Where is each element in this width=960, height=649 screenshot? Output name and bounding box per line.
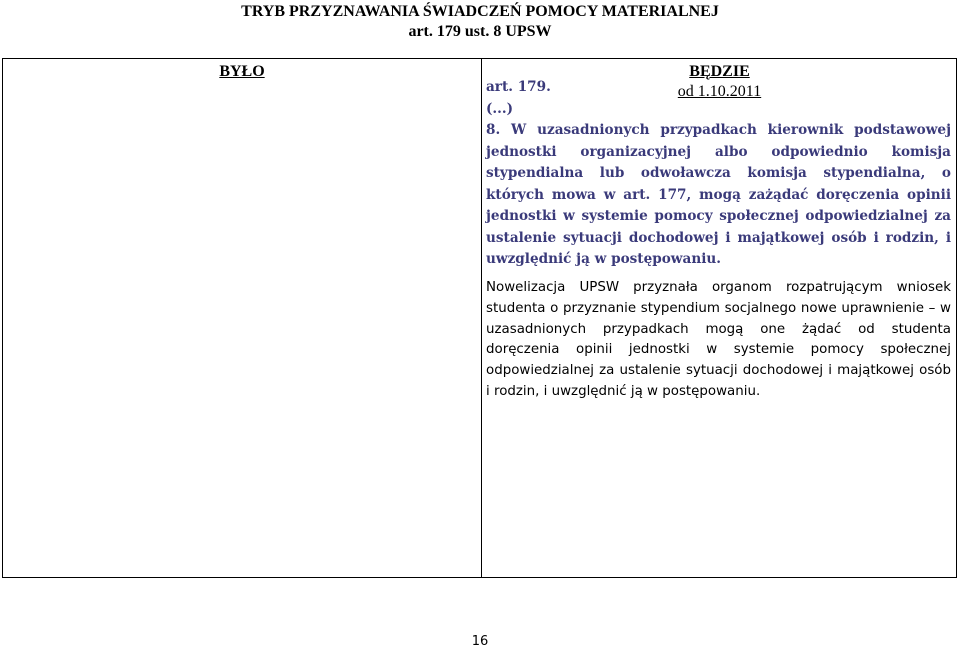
law-paragraph: 8. W uzasadnionych przypadkach kierownik podstawowej jednostki organizacyjnej albo odpowiednio komisja stypendialna lub odwoławcza komisja stypendialna, o których mowa w art. 177, mogą zażądać doręczenia opinii jednostki w systemie pomocy społecznej odpowiedzialnej za ustalenie sytuacji dochodowej i majątkowej osób i rodzin, i uwzględnić ją w postępowaniu. (486, 122, 951, 267)
before-label: BYŁO (219, 63, 265, 80)
before-column-header (3, 62, 481, 82)
after-label: BĘDZIE (689, 63, 750, 80)
omission-marker: (...) (486, 100, 514, 117)
document-header (0, 2, 960, 42)
column-divider (481, 59, 482, 577)
document-title: TRYB PRZYZNAWANIA ŚWIADCZEŃ POMOCY MATERIALNEJ (241, 3, 719, 20)
effective-date: od 1.10.2011 (677, 83, 762, 100)
document-subtitle: art. 179 ust. 8 UPSW (408, 23, 552, 40)
article-number: art. 179. (486, 79, 551, 95)
page-number: 16 (471, 634, 489, 649)
commentary-note: Nowelizacja UPSW przyznała organom rozpatrującym wniosek studenta o przyznanie stypendium socjalnego nowe uprawnienie – w uzasadnionych przypadkach mogą one żądać od studenta doręczenia opinii jednostki w systemie pomocy społecznej odpowiedzialnej za ustalenie sytuacji dochodowej i majątkowej osób i rodzin, i uwzględnić ją w postępowaniu. (486, 280, 951, 399)
law-text-block (486, 77, 951, 271)
